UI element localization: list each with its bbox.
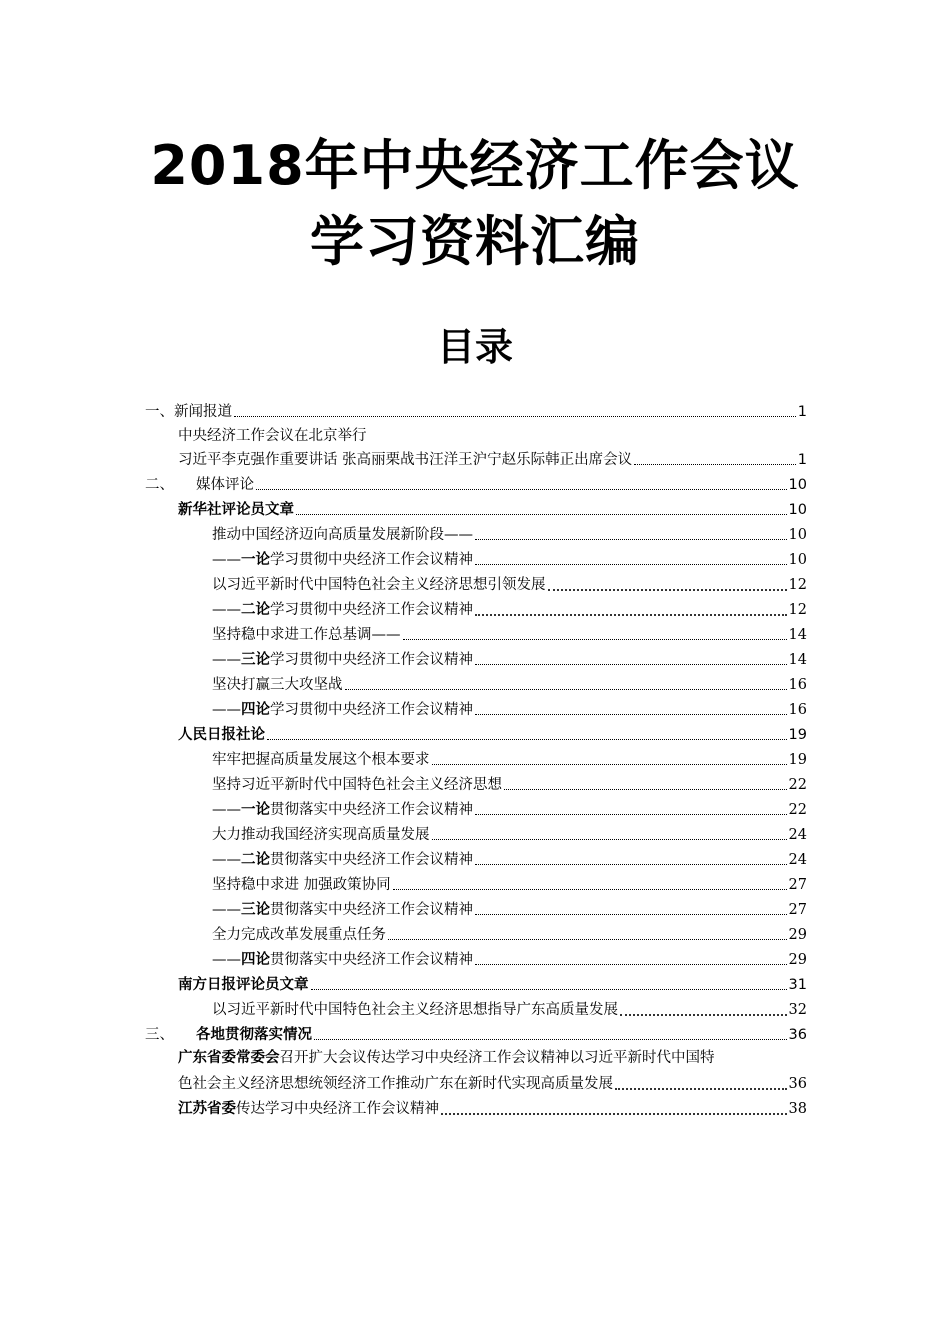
document-title-line-2: 学习资料汇编	[310, 210, 640, 273]
dot-leader	[475, 862, 787, 865]
toc-entry-label: 学习贯彻中央经济工作会议精神	[270, 552, 473, 568]
dot-leader	[475, 962, 787, 965]
dot-leader	[388, 937, 787, 940]
toc-entry-label: 南方日报评论员文章	[178, 977, 309, 993]
toc-entry-guangdong-line-2[interactable]	[178, 1070, 807, 1094]
dash-prefix: ——	[212, 652, 241, 668]
toc-entry-renmin-2[interactable]	[212, 771, 807, 795]
toc-entry-renmin-1[interactable]	[212, 746, 807, 770]
toc-entry-label: 各地贯彻落实情况	[196, 1027, 312, 1043]
section-number: 二、	[145, 477, 174, 493]
toc-heading: 目录	[436, 325, 513, 369]
toc-entry-label: 坚决打赢三大攻坚战	[212, 677, 343, 693]
dash-prefix: ——	[212, 702, 241, 718]
page-number: 24	[788, 827, 807, 843]
page-number: 12	[788, 577, 807, 593]
toc-entry-label: 媒体评论	[196, 477, 254, 493]
toc-entry-section-1[interactable]	[145, 398, 807, 422]
series-number: 三论	[241, 651, 270, 668]
toc-entry-renmin-8[interactable]	[212, 921, 807, 945]
toc-entry-news-subtitle[interactable]	[178, 446, 807, 470]
dot-leader	[314, 1037, 787, 1040]
toc-entry-xinhua-7[interactable]	[212, 671, 807, 695]
page-number: 36	[788, 1027, 807, 1043]
page-number: 32	[788, 1002, 807, 1018]
dot-leader	[548, 587, 787, 591]
toc-entry-label: 推动中国经济迈向高质量发展新阶段——	[212, 527, 473, 543]
toc-entry-label: 贯彻落实中央经济工作会议精神	[270, 952, 473, 968]
toc-entry-nanfang-1[interactable]	[212, 996, 807, 1020]
toc-entry-label: 贯彻落实中央经济工作会议精神	[270, 802, 473, 818]
dot-leader	[432, 837, 787, 840]
dot-leader	[475, 912, 787, 915]
toc-entry-nanfang[interactable]	[178, 971, 807, 995]
toc-entry-renmin[interactable]	[178, 721, 807, 745]
page-number: 19	[788, 727, 807, 743]
toc-entry-xinhua-1[interactable]	[212, 521, 807, 545]
dot-leader	[475, 662, 787, 665]
page-number: 27	[788, 877, 807, 893]
page-number: 10	[788, 502, 807, 518]
dot-leader	[634, 462, 796, 465]
page-number: 19	[788, 752, 807, 768]
dash-prefix: ——	[212, 952, 241, 968]
toc-entry-label: 坚持稳中求进工作总基调——	[212, 627, 401, 643]
toc-entry-xinhua-6[interactable]	[212, 646, 807, 670]
dot-leader	[615, 1086, 787, 1090]
dot-leader	[393, 887, 787, 890]
toc-entry-label: 贯彻落实中央经济工作会议精神	[270, 902, 473, 918]
org-name: 广东省委常委会	[178, 1049, 280, 1066]
toc-entry-xinhua-3[interactable]	[212, 571, 807, 595]
page-number: 16	[788, 677, 807, 693]
toc-entry-label: 全力完成改革发展重点任务	[212, 927, 386, 943]
page-number: 38	[788, 1101, 807, 1117]
page-number: 22	[788, 777, 807, 793]
dot-leader	[345, 687, 787, 690]
toc-entry-renmin-9[interactable]	[212, 946, 807, 970]
dot-leader	[403, 637, 787, 640]
toc-entry-label: 大力推动我国经济实现高质量发展	[212, 827, 430, 843]
series-number: 三论	[241, 901, 270, 918]
toc-entry-news-title[interactable]: 中央经济工作会议在北京举行	[178, 428, 367, 444]
toc-entry-jiangsu[interactable]	[178, 1095, 807, 1119]
dash-prefix: ——	[212, 802, 241, 818]
dot-leader	[441, 1111, 787, 1115]
page-number: 29	[788, 927, 807, 943]
page-number: 36	[788, 1076, 807, 1092]
dash-prefix: ——	[212, 552, 241, 568]
toc-entry-label: 召开扩大会议传达学习中央经济工作会议精神以习近平新时代中国特	[279, 1050, 715, 1066]
page-number: 14	[788, 652, 807, 668]
page-number: 22	[788, 802, 807, 818]
toc-entry-section-2[interactable]	[145, 471, 807, 495]
series-number: 四论	[241, 701, 270, 718]
toc-entry-renmin-5[interactable]	[212, 846, 807, 870]
section-number: 一、	[145, 404, 174, 420]
dot-leader	[475, 562, 787, 565]
page-number: 10	[788, 552, 807, 568]
page-number: 31	[788, 977, 807, 993]
dash-prefix: ——	[212, 902, 241, 918]
toc-entry-label: 色社会主义经济思想统领经济工作推动广东在新时代实现高质量发展	[178, 1076, 613, 1092]
toc-entry-xinhua-4[interactable]	[212, 596, 807, 620]
toc-entry-label: 传达学习中央经济工作会议精神	[236, 1101, 439, 1117]
toc-entry-xinhua-2[interactable]	[212, 546, 807, 570]
page-number: 14	[788, 627, 807, 643]
toc-entry-label: 以习近平新时代中国特色社会主义经济思想指导广东高质量发展	[212, 1002, 618, 1018]
dot-leader	[234, 414, 796, 417]
toc-entry-label: 学习贯彻中央经济工作会议精神	[270, 652, 473, 668]
toc-entry-label: 新华社评论员文章	[178, 502, 294, 518]
dash-prefix: ——	[212, 852, 241, 868]
toc-entry-label: 以习近平新时代中国特色社会主义经济思想引领发展	[212, 577, 546, 593]
toc-entry-renmin-7[interactable]	[212, 896, 807, 920]
dot-leader	[267, 737, 787, 740]
document-title-line-1: 2018年中央经济工作会议	[150, 134, 800, 197]
toc-entry-label: 学习贯彻中央经济工作会议精神	[270, 602, 473, 618]
series-number: 四论	[241, 951, 270, 968]
series-number: 二论	[241, 851, 270, 868]
dot-leader	[296, 512, 787, 515]
toc-entry-section-3[interactable]	[145, 1021, 807, 1045]
toc-entry-label: 人民日报社论	[178, 727, 265, 743]
dot-leader	[311, 987, 787, 990]
page-number: 27	[788, 902, 807, 918]
dot-leader	[475, 812, 787, 815]
dot-leader	[475, 612, 787, 616]
series-number: 一论	[241, 801, 270, 818]
series-number: 一论	[241, 551, 270, 568]
toc-entry-renmin-3[interactable]	[212, 796, 807, 820]
page-number: 1	[797, 404, 807, 420]
toc-entry-renmin-4[interactable]	[212, 821, 807, 845]
dot-leader	[475, 537, 787, 540]
toc-entry-label: 新闻报道	[174, 404, 232, 420]
toc-entry-xinhua-8[interactable]	[212, 696, 807, 720]
org-name: 江苏省委	[178, 1100, 236, 1117]
section-number: 三、	[145, 1027, 174, 1043]
page-number: 10	[788, 477, 807, 493]
toc-entry-label: 习近平李克强作重要讲话 张高丽栗战书汪洋王沪宁赵乐际韩正出席会议	[178, 452, 633, 468]
toc-entry-label: 坚持稳中求进 加强政策协同	[212, 877, 391, 893]
toc-entry-label: 学习贯彻中央经济工作会议精神	[270, 702, 473, 718]
toc-entry-label: 坚持习近平新时代中国特色社会主义经济思想	[212, 777, 502, 793]
toc-entry-guangdong-line-1[interactable]	[178, 1048, 715, 1068]
page-number: 16	[788, 702, 807, 718]
dot-leader	[620, 1012, 787, 1016]
toc-entry-xinhua-5[interactable]	[212, 621, 807, 645]
toc-entry-renmin-6[interactable]	[212, 871, 807, 895]
page-number: 24	[788, 852, 807, 868]
dot-leader	[256, 487, 787, 490]
dot-leader	[475, 712, 787, 715]
page-number: 10	[788, 527, 807, 543]
dot-leader	[504, 787, 787, 790]
toc-entry-label: 贯彻落实中央经济工作会议精神	[270, 852, 473, 868]
dash-prefix: ——	[212, 602, 241, 618]
page-number: 1	[797, 452, 807, 468]
dot-leader	[432, 762, 787, 765]
series-number: 二论	[241, 601, 270, 618]
toc-entry-label: 牢牢把握高质量发展这个根本要求	[212, 752, 430, 768]
page-number: 29	[788, 952, 807, 968]
toc-entry-xinhua[interactable]	[178, 496, 807, 520]
page-number: 12	[788, 602, 807, 618]
